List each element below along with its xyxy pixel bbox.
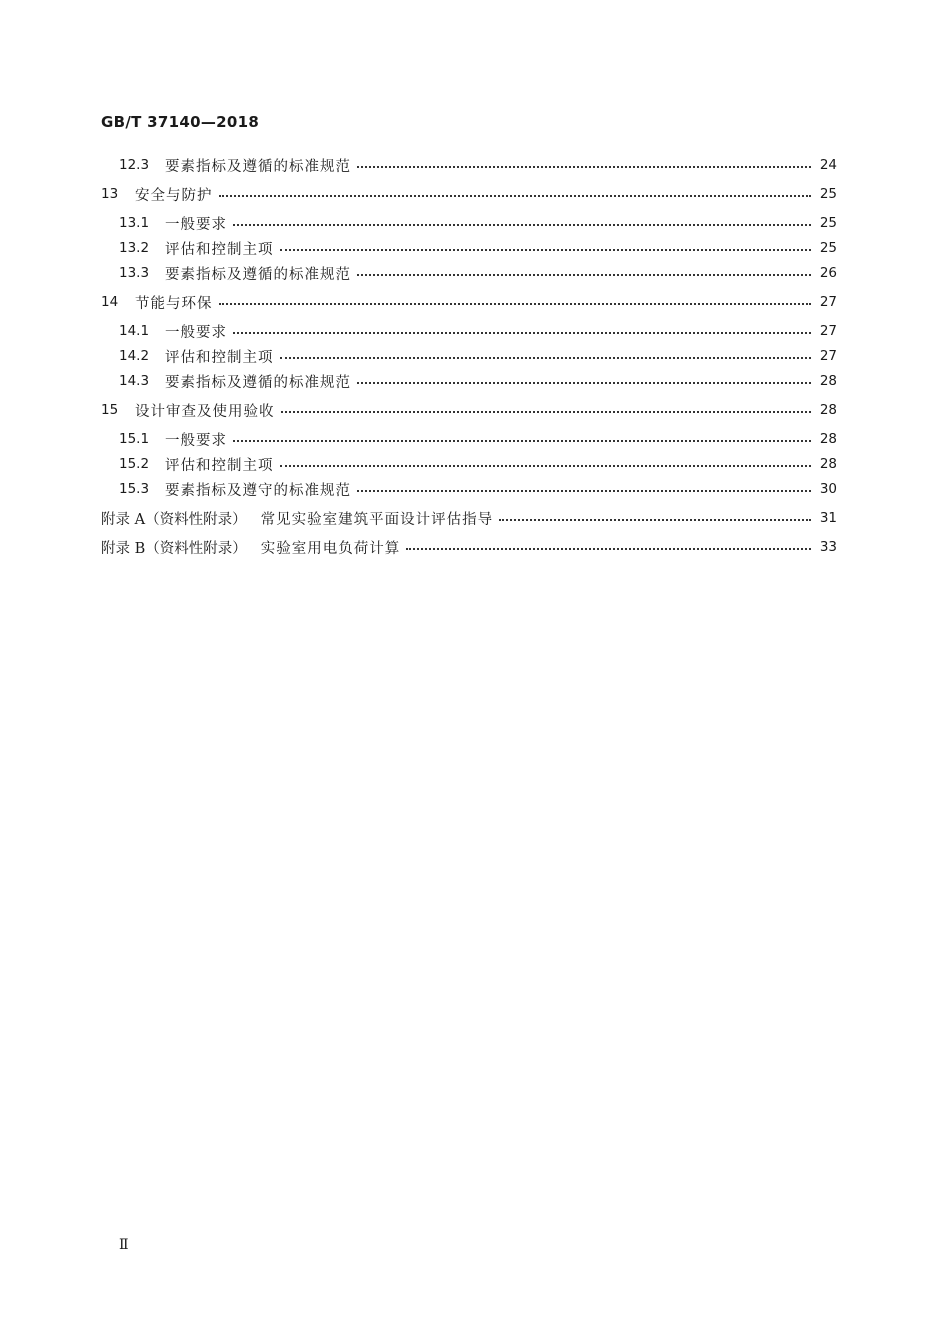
toc-entry-title: 评估和控制主项	[165, 349, 274, 366]
toc-entry-page: 28	[819, 373, 837, 389]
toc-entry[interactable]	[101, 182, 837, 206]
toc-entry[interactable]	[101, 211, 837, 235]
toc-entry[interactable]	[101, 398, 837, 422]
toc-entry-number: 15.2	[119, 456, 150, 472]
toc-entry-page: 25	[819, 215, 837, 231]
toc-entry-page: 31	[819, 510, 837, 526]
toc-entry-title: 一般要求	[165, 432, 227, 449]
toc-entry-number: 13.3	[119, 265, 150, 281]
toc-entry-title: 要素指标及遵循的标准规范	[165, 374, 351, 391]
toc-entry-title: 要素指标及遵守的标准规范	[165, 482, 351, 499]
toc-entry-page: 30	[819, 481, 837, 497]
toc-entry-number: 13.2	[119, 240, 150, 256]
toc-entry[interactable]	[101, 153, 837, 177]
toc-entry-page: 28	[819, 402, 837, 418]
toc-appendix-entry[interactable]	[101, 535, 837, 559]
toc-dot-leader	[357, 477, 811, 501]
toc-entry-page: 25	[819, 186, 837, 202]
toc-entry[interactable]	[101, 427, 837, 451]
toc-entry-number: 14.3	[119, 373, 150, 389]
toc-entry-number: 14.2	[119, 348, 150, 364]
toc-entry[interactable]	[101, 477, 837, 501]
toc-dot-leader	[219, 290, 812, 314]
toc-entry-title: 评估和控制主项	[165, 457, 274, 474]
toc-dot-leader	[281, 398, 812, 422]
toc-entry[interactable]	[101, 344, 837, 368]
toc-entry-page: 24	[819, 157, 837, 173]
toc-appendix-label: 附录 B（资料性附录）	[101, 540, 247, 557]
toc-dot-leader	[280, 452, 812, 476]
toc-entry[interactable]	[101, 290, 837, 314]
toc-entry-page: 28	[819, 431, 837, 447]
toc-entry[interactable]	[101, 261, 837, 285]
toc-entry-title: 一般要求	[165, 216, 227, 233]
toc-dot-leader	[233, 427, 811, 451]
toc-entry-title: 一般要求	[165, 324, 227, 341]
toc-entry-number: 13.1	[119, 215, 150, 231]
toc-entry-number: 15.1	[119, 431, 150, 447]
toc-entry-page: 33	[819, 539, 837, 555]
toc-entry-title: 常见实验室建筑平面设计评估指导	[260, 511, 494, 528]
toc-entry-title: 要素指标及遵循的标准规范	[165, 266, 351, 283]
toc-dot-leader	[499, 506, 811, 530]
toc-entry[interactable]	[101, 452, 837, 476]
standard-code: GB/T 37140—2018	[101, 113, 260, 131]
toc-entry-title: 实验室用电负荷计算	[260, 540, 401, 557]
toc-entry-number: 12.3	[119, 157, 150, 173]
toc-entry-page: 27	[819, 348, 837, 364]
toc-entry-page: 27	[819, 323, 837, 339]
toc-appendix-label: 附录 A（资料性附录）	[101, 511, 247, 528]
page-number: Ⅱ	[119, 1237, 129, 1253]
toc-dot-leader	[219, 182, 812, 206]
toc-entry-number: 15	[101, 402, 119, 418]
toc-entry-title: 节能与环保	[135, 295, 213, 312]
toc-dot-leader	[280, 344, 812, 368]
toc-dot-leader	[357, 369, 811, 393]
toc-entry-page: 25	[819, 240, 837, 256]
toc-entry-title: 要素指标及遵循的标准规范	[165, 158, 351, 175]
toc-entry-number: 14	[101, 294, 119, 310]
toc-dot-leader	[233, 319, 811, 343]
toc-entry-number: 14.1	[119, 323, 150, 339]
toc-entry-number: 15.3	[119, 481, 150, 497]
toc-appendix-entry[interactable]	[101, 506, 837, 530]
toc-entry-page: 28	[819, 456, 837, 472]
toc-dot-leader	[406, 535, 811, 559]
toc-entry[interactable]	[101, 369, 837, 393]
toc-entry[interactable]	[101, 236, 837, 260]
toc-entry-title: 设计审查及使用验收	[135, 403, 275, 420]
toc-entry-title: 评估和控制主项	[165, 241, 274, 258]
toc-entry[interactable]	[101, 319, 837, 343]
toc-dot-leader	[233, 211, 811, 235]
toc-dot-leader	[357, 261, 811, 285]
toc-entry-title: 安全与防护	[135, 187, 213, 204]
toc-dot-leader	[357, 153, 811, 177]
toc-dot-leader	[280, 236, 812, 260]
toc-entry-page: 26	[819, 265, 837, 281]
toc-entry-page: 27	[819, 294, 837, 310]
toc-entry-number: 13	[101, 186, 119, 202]
